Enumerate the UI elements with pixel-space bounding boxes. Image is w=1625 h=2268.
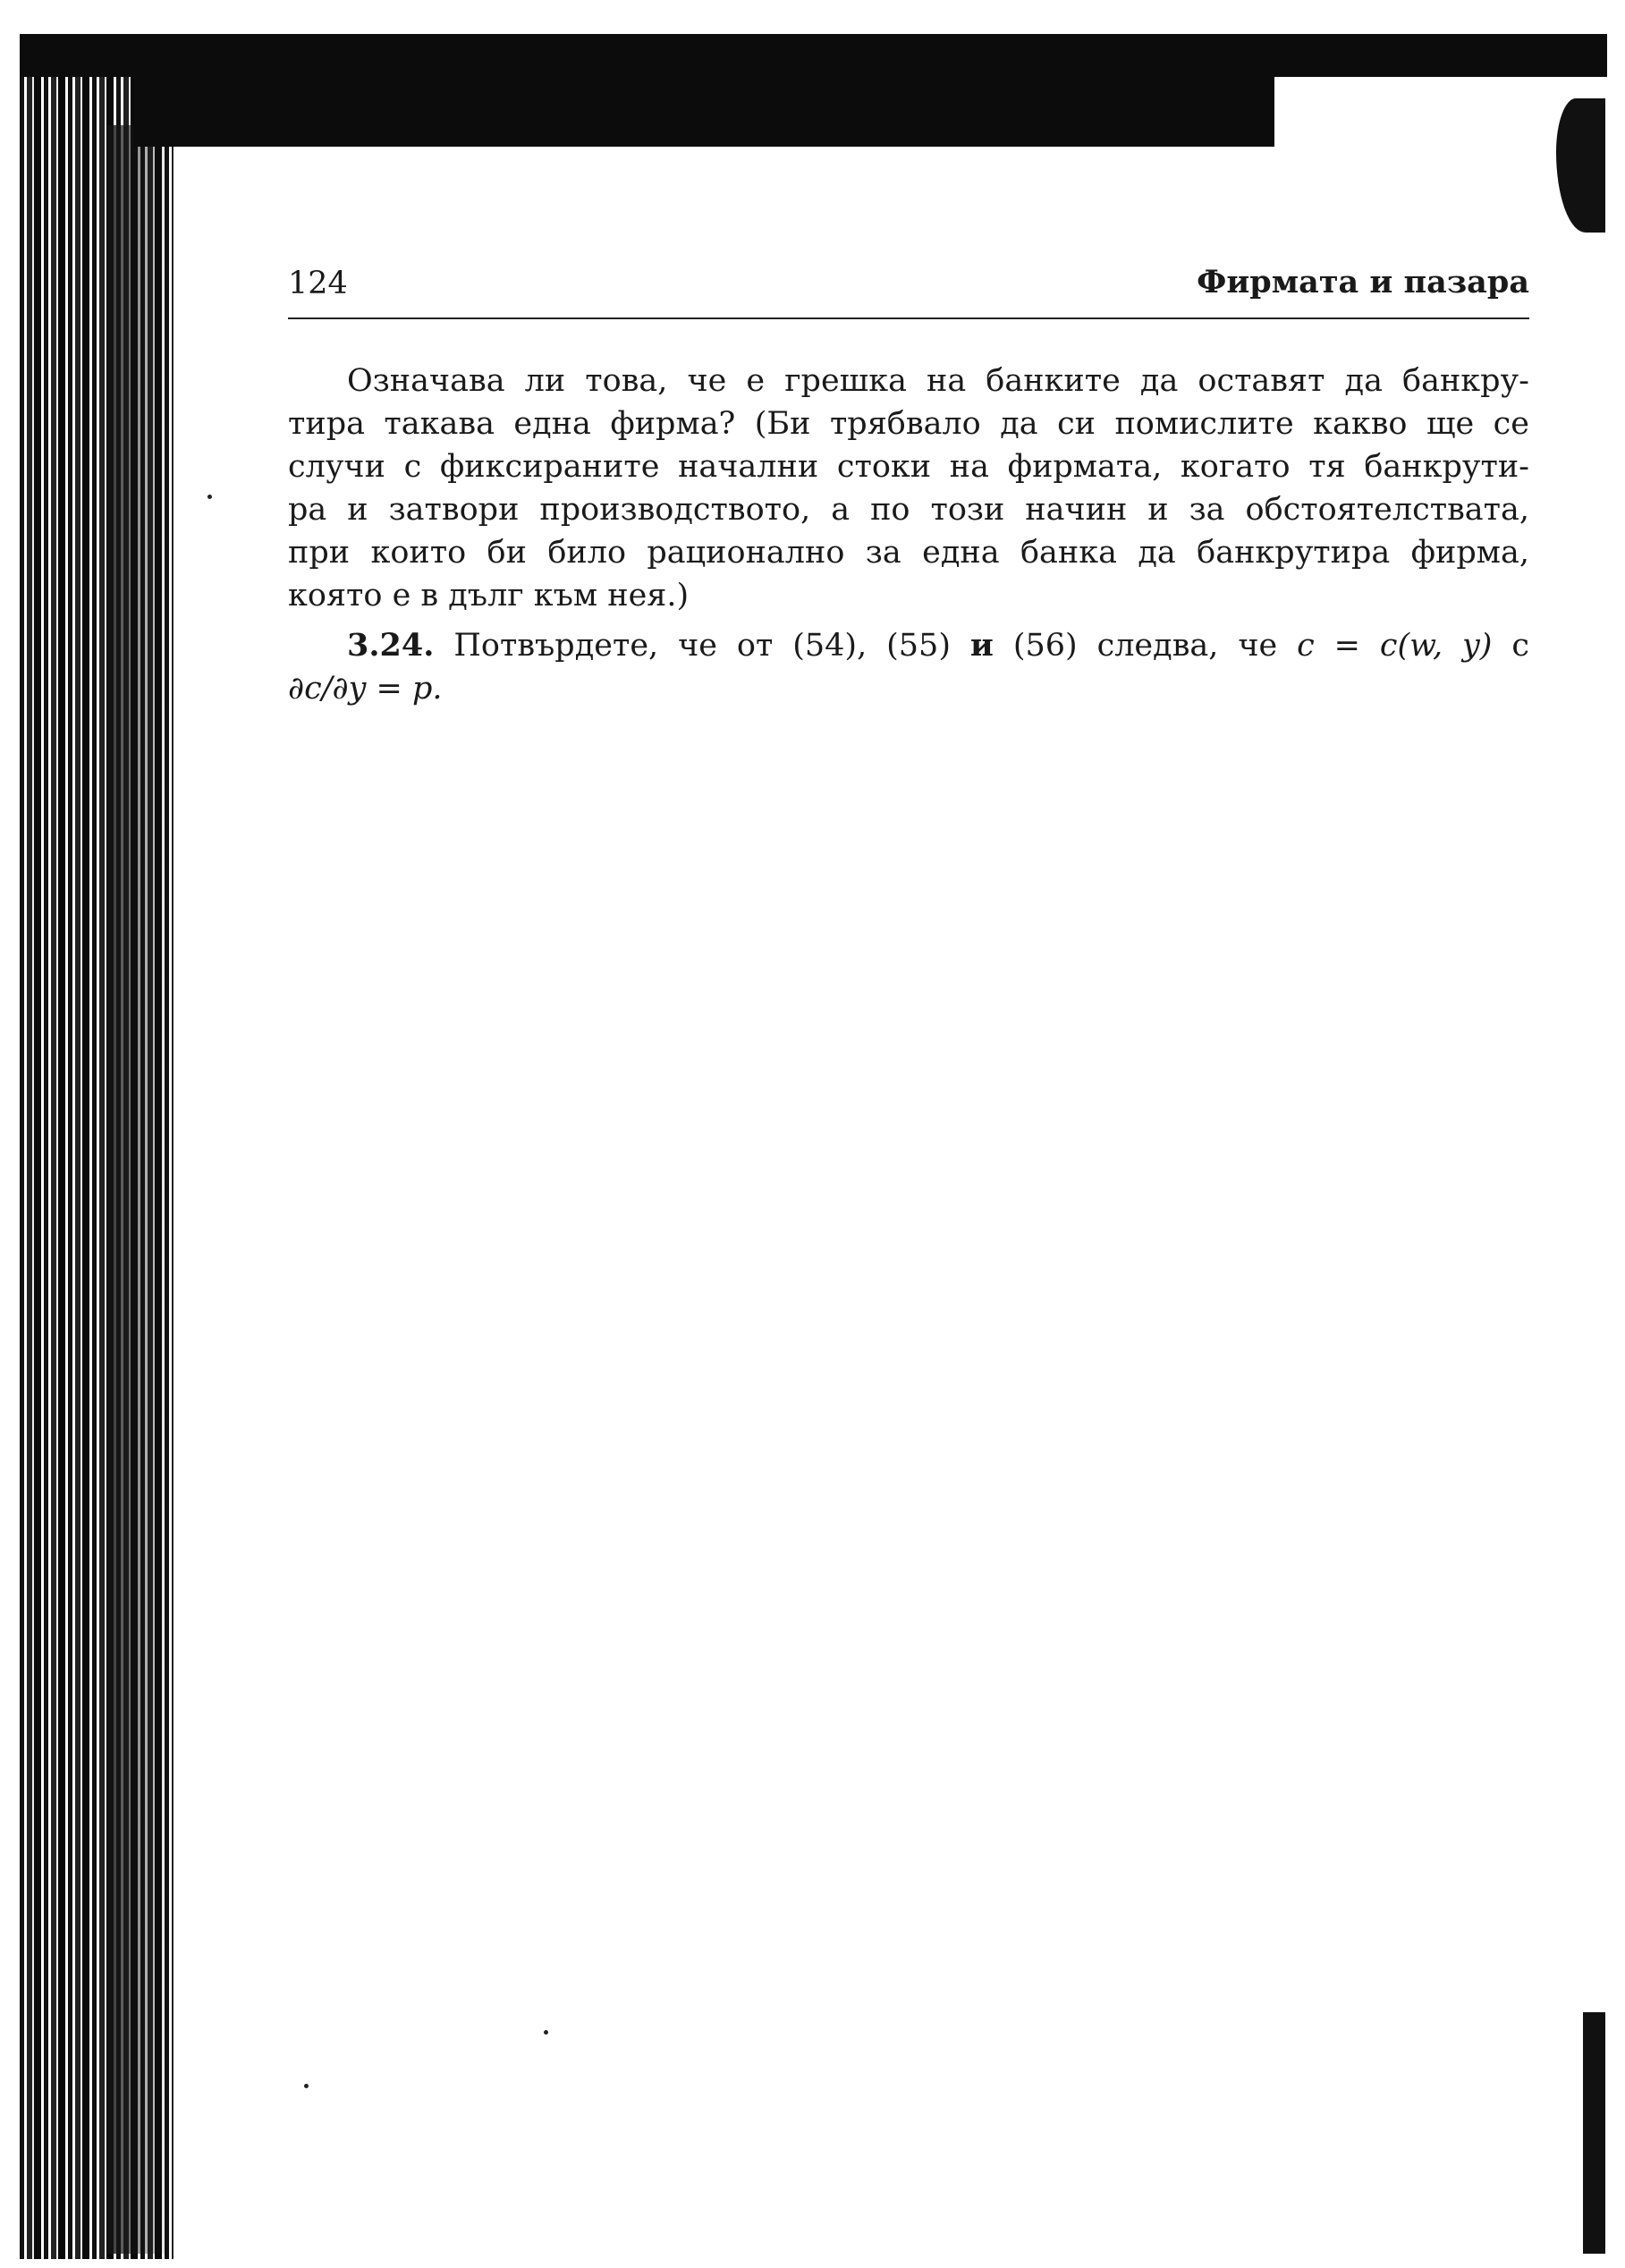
scan-binding-fade: [107, 125, 170, 2254]
page-number: 124: [288, 266, 348, 301]
paragraph-line: която е в дълг към нея.): [288, 578, 690, 614]
scan-top-shadow-inner: [134, 77, 1274, 147]
page-body: [288, 360, 1529, 710]
paragraph-line: тира такава една фирма? (Би трябвало да си помислите какво ще се: [288, 406, 1529, 442]
paragraph-line: ра и затвори производството, а по този начин и за обстоятелствата,: [288, 492, 1529, 528]
paragraph-line: при които би било рационално за една банка да банкрутира фирма,: [288, 535, 1529, 571]
chapter-title: Фирмата и пазара: [1197, 264, 1529, 300]
running-header: [288, 264, 1529, 319]
exercise-text: (56) следва, че: [1012, 628, 1278, 664]
exercise-line: [288, 624, 1529, 667]
scan-speck: [544, 2030, 548, 2035]
exercise-conjunction: и: [969, 627, 994, 664]
paragraph: [288, 360, 1529, 617]
exercise-text: Потвърдете, че от (54), (55): [453, 628, 951, 664]
formula: c = c(w, y): [1297, 628, 1493, 664]
scan-right-shadow-top: [1556, 98, 1605, 233]
paragraph-line: Означава ли това, че е грешка на банките да оставят да банкру-: [347, 363, 1529, 399]
scan-margin: [0, 0, 20, 2268]
paragraph-line: случи с фиксираните начални стоки на фирмата, когато тя банкрути-: [288, 449, 1529, 485]
scan-right-shadow-bottom: [1583, 2012, 1605, 2254]
exercise-text: с: [1511, 628, 1529, 664]
exercise-3-24: [288, 624, 1529, 710]
scan-speck: [207, 495, 212, 499]
scan-top-shadow: [20, 34, 1607, 77]
exercise-number: 3.24.: [347, 627, 435, 664]
formula: ∂c/∂y = p.: [288, 671, 443, 707]
scan-speck: [304, 2084, 309, 2088]
